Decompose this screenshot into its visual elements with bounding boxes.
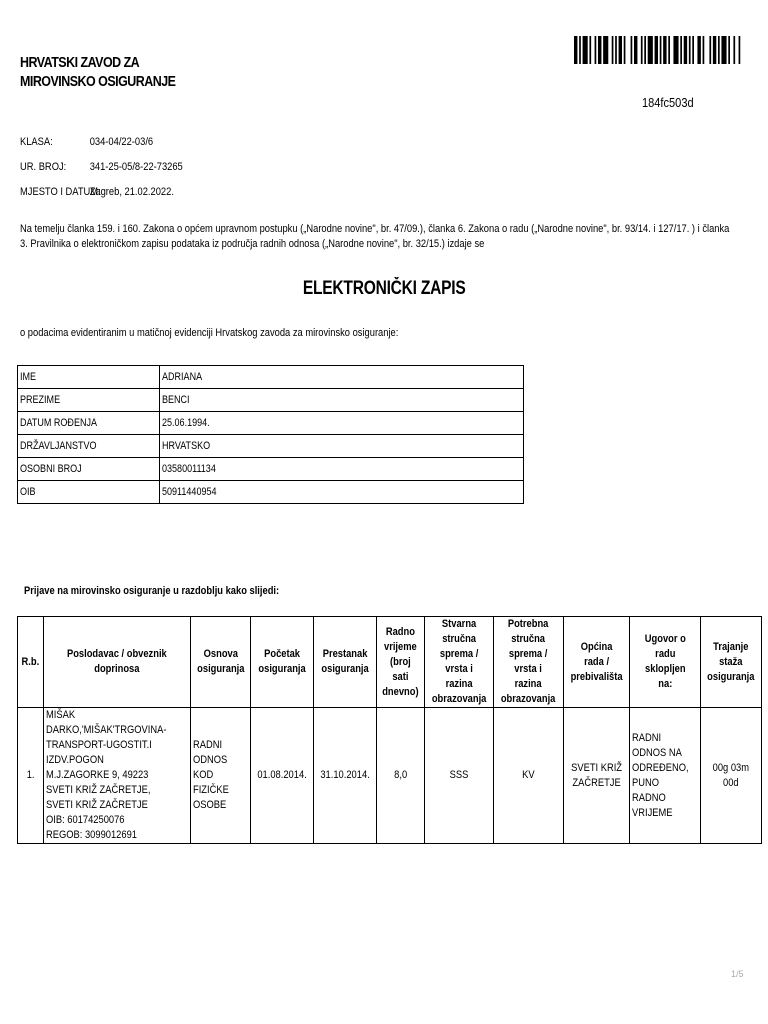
personal-data-label-text: DATUM ROĐENJA: [20, 417, 98, 429]
cell-actual-education: [425, 708, 494, 844]
personal-data-label-text: OSOBNI BROJ: [20, 463, 82, 475]
personal-data-label-text: IME: [20, 371, 37, 383]
insurance-column-header: [563, 617, 629, 708]
insurance-column-header: [629, 617, 701, 708]
personal-data-label: [18, 389, 160, 412]
legal-basis-paragraph: Na temelju članka 159. i 160. Zakona o općem upravnom postupku („Narodne novine", br. 47/09.), članka 6. Zakona o radu („Narodne novine", br. 93/14. i 127/17. ) i članka 3. Pravilnika o elektroničkom zapisu podataka iz područja radnih odnosa („Narodne novine", br. 32/15.) izdaje se: [20, 223, 730, 250]
insurance-column-header-text: Osnova osiguranja: [196, 648, 244, 675]
cell-insurance-basis: [190, 708, 251, 844]
document-title-text: ELEKTRONIČKI ZAPIS: [302, 278, 466, 299]
insurance-column-header: [251, 617, 314, 708]
personal-data-row: [18, 458, 524, 481]
personal-data-label-text: OIB: [20, 486, 36, 498]
employer-text: MIŠAK DARKO,'MIŠAK'TRGOVINA-TRANSPORT-UGOSTIT.I IZDV.POGON M.J.ZAGORKE 9, 49223 SVETI KRIŽ ZAČRETJE, SVETI KRIŽ ZAČRETJE: [45, 709, 167, 811]
insurance-column-header: [701, 617, 762, 708]
personal-data-label-text: DRŽAVLJANSTVO: [20, 440, 97, 452]
document-id: 184fc503d: [642, 95, 694, 110]
cell-end-date: [314, 708, 377, 844]
working-hours-text: 8,0: [394, 769, 408, 781]
document-subtitle: o podacima evidentiranim u matičnoj evidenciji Hrvatskog zavoda za mirovinsko osiguranje:: [20, 327, 399, 339]
insurance-column-header-text: Trajanje staža osiguranja: [707, 640, 755, 683]
insurance-column-header-text: Početak osiguranja: [258, 648, 306, 675]
cell-required-education: [494, 708, 563, 844]
institution-name: [20, 54, 175, 92]
personal-data-label-text: PREZIME: [20, 394, 61, 406]
personal-data-label: [18, 366, 160, 389]
insurance-column-header: [43, 617, 190, 708]
place-date-value: Zagreb, 21.02.2022.: [89, 186, 174, 198]
insurance-column-header: [425, 617, 494, 708]
cell-start-date: [251, 708, 314, 844]
personal-data-row: [18, 389, 524, 412]
personal-data-value: [160, 435, 524, 458]
insurance-basis-text: RADNI ODNOS KOD FIZIČKE OSOBE: [192, 739, 229, 811]
klasa-label: KLASA:: [20, 136, 53, 148]
personal-data-value: [160, 412, 524, 435]
barcode-image: [574, 36, 742, 64]
place-date-row: [20, 186, 174, 198]
cell-employer: [43, 708, 190, 844]
insurance-duration-text: 00g 03m 00d: [712, 761, 750, 789]
employer-regob: REGOB: 3099012691: [45, 829, 137, 841]
end-date-text: 31.10.2014.: [320, 769, 371, 781]
insurance-column-header-text: Općina rada / prebivališta: [570, 640, 623, 683]
klasa-row: [20, 136, 153, 148]
personal-data-row: [18, 435, 524, 458]
personal-data-row: [18, 412, 524, 435]
klasa-value: 034-04/22-03/6: [89, 136, 154, 148]
personal-data-label: [18, 481, 160, 504]
institution-name-line1: HRVATSKI ZAVOD ZA: [20, 55, 140, 71]
personal-data-label: [18, 435, 160, 458]
start-date-text: 01.08.2014.: [257, 769, 307, 781]
row-number-text: 1.: [26, 769, 35, 781]
cell-working-hours: [377, 708, 425, 844]
personal-data-value: [160, 389, 524, 412]
personal-data-row: [18, 481, 524, 504]
insurance-column-header-text: R.b.: [21, 655, 40, 668]
personal-data-value-text: 25.06.1994.: [162, 417, 210, 429]
insurance-column-header: [377, 617, 425, 708]
employer-oib: OIB: 60174250076: [45, 814, 125, 826]
insurance-column-header-text: Stvarna stručna sprema / vrsta i razina obrazovanja: [431, 618, 487, 705]
cell-municipality: [563, 708, 629, 844]
urbroj-row: [20, 161, 183, 173]
urbroj-value: 341-25-05/8-22-73265: [89, 161, 183, 173]
insurance-heading: Prijave na mirovinsko osiguranje u razdoblju kako slijedi:: [24, 585, 280, 597]
cell-contract-type: [629, 708, 701, 844]
personal-data-table: [17, 365, 524, 504]
personal-data-label: [18, 412, 160, 435]
personal-data-value-text: BENCI: [162, 394, 190, 406]
personal-data-value-text: ADRIANA: [162, 371, 203, 383]
personal-data-label: [18, 458, 160, 481]
insurance-column-header-text: Prestanak osiguranja: [321, 648, 369, 675]
cell-insurance-duration: [701, 708, 762, 844]
personal-data-value-text: 03580011134: [162, 463, 216, 475]
institution-name-line2: MIROVINSKO OSIGURANJE: [20, 74, 176, 90]
document-title: [0, 278, 768, 300]
insurance-column-header: [18, 617, 44, 708]
insurance-column-header-text: Poslodavac / obveznik doprinosa: [66, 648, 167, 675]
cell-row-number: [18, 708, 44, 844]
actual-education-text: SSS: [449, 769, 469, 781]
personal-data-value-text: 50911440954: [162, 486, 217, 498]
required-education-text: KV: [522, 769, 535, 781]
municipality-text: SVETI KRIŽ ZAČRETJE: [570, 761, 622, 789]
insurance-table: [17, 616, 762, 844]
insurance-column-header-text: Radno vrijeme (broj sati dnevno): [382, 625, 419, 698]
page-number: 1/5: [731, 969, 744, 979]
insurance-column-header-text: Ugovor o radu sklopljen na:: [644, 633, 686, 690]
insurance-row: [18, 708, 762, 844]
contract-type-text: RADNI ODNOS NA ODREĐENO, PUNO RADNO VRIJEME: [631, 731, 689, 819]
personal-data-value: [160, 481, 524, 504]
insurance-column-header-text: Potrebna stručna sprema / vrsta i razina obrazovanja: [501, 618, 556, 705]
place-date-label: MJESTO I DATUM:: [20, 186, 101, 198]
personal-data-value: [160, 458, 524, 481]
insurance-column-header: [190, 617, 251, 708]
personal-data-row: [18, 366, 524, 389]
insurance-column-header: [494, 617, 563, 708]
personal-data-value: [160, 366, 524, 389]
insurance-column-header: [314, 617, 377, 708]
insurance-table-header: [18, 617, 762, 708]
urbroj-label: UR. BROJ:: [20, 161, 67, 173]
personal-data-value-text: HRVATSKO: [162, 440, 211, 452]
